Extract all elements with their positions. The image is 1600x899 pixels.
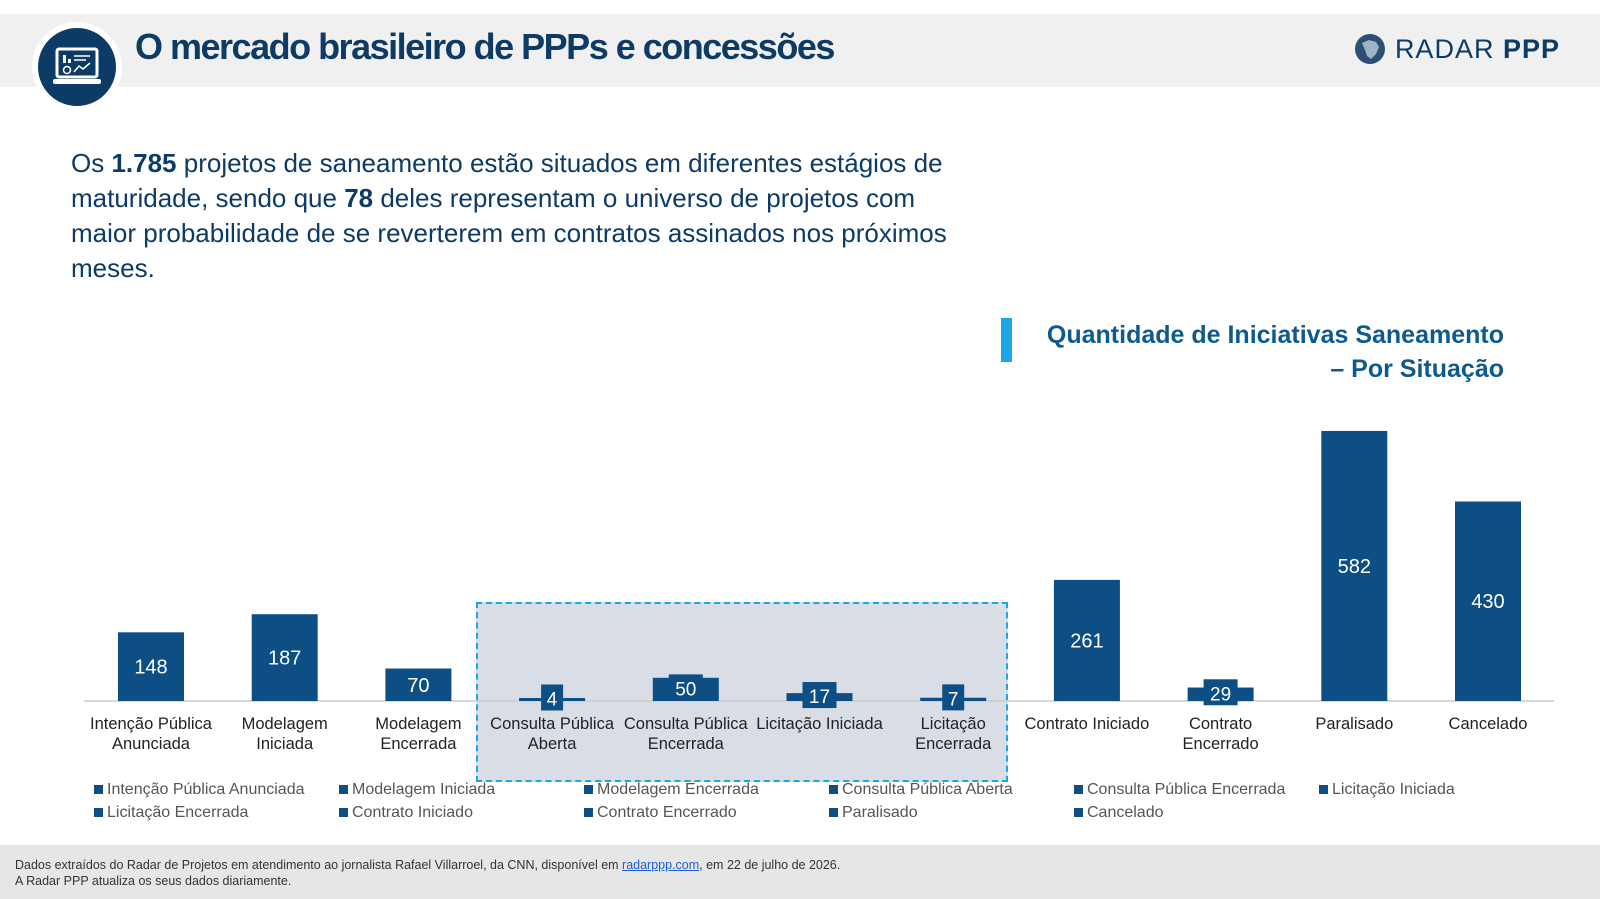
legend-label: Licitação Iniciada	[1332, 780, 1455, 798]
intro-likely-projects: 78	[344, 183, 374, 213]
legend-item	[584, 780, 829, 799]
chart-title-line1: Quantidade de Iniciativas Saneamento	[1046, 321, 1504, 349]
legend-label: Licitação Encerrada	[107, 803, 249, 821]
brazil-globe-icon	[1353, 32, 1387, 66]
intro-part3: deles representam o universo de projetos com maior probabilidade de se reverterem em contratos assinados nos próximos meses.	[71, 183, 947, 283]
category-label: Cancelado	[1448, 715, 1528, 733]
legend-swatch	[94, 808, 103, 817]
page-title: O mercado brasileiro de PPPs e concessões	[135, 26, 834, 67]
category-label: Licitação	[920, 715, 986, 733]
footer-line2: A Radar PPP atualiza os seus dados diariamente.	[15, 874, 292, 888]
legend-swatch	[339, 785, 348, 794]
category-label: Consulta Pública	[623, 715, 748, 733]
intro-part1: Os	[71, 148, 112, 178]
legend-swatch	[829, 808, 838, 817]
legend-swatch	[584, 808, 593, 817]
category-label: Encerrada	[647, 735, 724, 753]
legend-label: Modelagem Encerrada	[597, 780, 759, 798]
brand-name	[1395, 34, 1560, 65]
legend-swatch	[339, 808, 348, 817]
legend-swatch	[1074, 785, 1083, 794]
intro-total-projects: 1.785	[111, 148, 177, 178]
category-label: Intenção Pública	[89, 715, 213, 733]
brand-light: RADAR	[1394, 33, 1495, 64]
bar-value-label: 582	[1337, 555, 1371, 578]
legend-label: Paralisado	[842, 803, 918, 821]
chart-title-accent	[1001, 318, 1012, 362]
legend-item	[1074, 803, 1319, 822]
bar-value-label: 148	[134, 656, 168, 679]
category-label: Contrato	[1188, 715, 1253, 733]
bar-value-label: 4	[546, 689, 558, 711]
chart-title	[1047, 318, 1504, 386]
legend-label: Contrato Iniciado	[352, 803, 473, 821]
category-label: Encerrada	[380, 735, 457, 753]
legend-item	[829, 803, 1074, 822]
legend-item	[94, 803, 339, 822]
legend-item	[584, 803, 829, 822]
chart-title-line2: – Por Situação	[1330, 355, 1504, 383]
category-label: Encerrada	[915, 735, 992, 753]
category-label: Paralisado	[1315, 715, 1394, 733]
category-label: Consulta Pública	[490, 715, 615, 733]
category-label: Anunciada	[112, 735, 190, 753]
legend-swatch	[94, 785, 103, 794]
laptop-chart-icon	[52, 46, 102, 88]
legend-swatch	[1319, 785, 1328, 794]
bar-chart	[0, 400, 1600, 780]
footer-line1	[15, 857, 840, 873]
legend-item	[94, 780, 339, 799]
footer-text	[15, 857, 840, 889]
category-label: Aberta	[527, 735, 577, 753]
bar-value-label: 17	[808, 687, 831, 709]
bar-value-label: 29	[1210, 684, 1232, 706]
legend-label: Consulta Pública Aberta	[842, 780, 1013, 798]
category-label: Encerrado	[1182, 735, 1259, 753]
legend-label: Consulta Pública Encerrada	[1087, 780, 1286, 798]
legend-item	[339, 780, 584, 799]
brand-bold: PPP	[1502, 33, 1560, 64]
legend-label: Cancelado	[1087, 803, 1164, 821]
bar-value-label: 187	[268, 647, 302, 670]
footer-source: Dados extraídos do Radar de Projetos em atendimento ao jornalista Rafael Villarroel, da CNN, disponível em	[15, 858, 623, 872]
legend-item	[829, 780, 1074, 799]
bar-value-label: 430	[1471, 591, 1505, 614]
legend-item	[1319, 780, 1519, 799]
category-label: Contrato Iniciado	[1024, 715, 1150, 733]
footer-link[interactable]: radarppp.com	[622, 858, 700, 872]
chart-legend	[94, 780, 1564, 822]
legend-swatch	[584, 785, 593, 794]
bar-value-label: 50	[675, 679, 697, 701]
legend-label: Modelagem Iniciada	[352, 780, 496, 798]
bar-value-label: 70	[407, 674, 430, 697]
category-label: Iniciada	[256, 735, 314, 753]
footer	[0, 845, 1600, 899]
legend-item	[339, 803, 584, 822]
legend-item	[1074, 780, 1319, 799]
intro-part2: projetos de saneamento estão situados em diferentes estágios de maturidade, sendo que	[71, 148, 943, 213]
legend-label: Intenção Pública Anunciada	[107, 780, 305, 798]
category-label: Modelagem	[375, 715, 462, 733]
category-label: Modelagem	[241, 715, 328, 733]
legend-swatch	[829, 785, 838, 794]
legend-label: Contrato Encerrado	[597, 803, 737, 821]
footer-date: , em 22 de julho de 2026.	[699, 858, 841, 872]
bar-value-label: 261	[1070, 630, 1104, 653]
legend-swatch	[1074, 808, 1083, 817]
intro-paragraph	[71, 146, 971, 286]
category-label: Licitação Iniciada	[756, 715, 883, 733]
bar-value-label: 7	[947, 689, 959, 711]
brand-logo	[1353, 32, 1560, 66]
logo-badge	[32, 22, 122, 112]
